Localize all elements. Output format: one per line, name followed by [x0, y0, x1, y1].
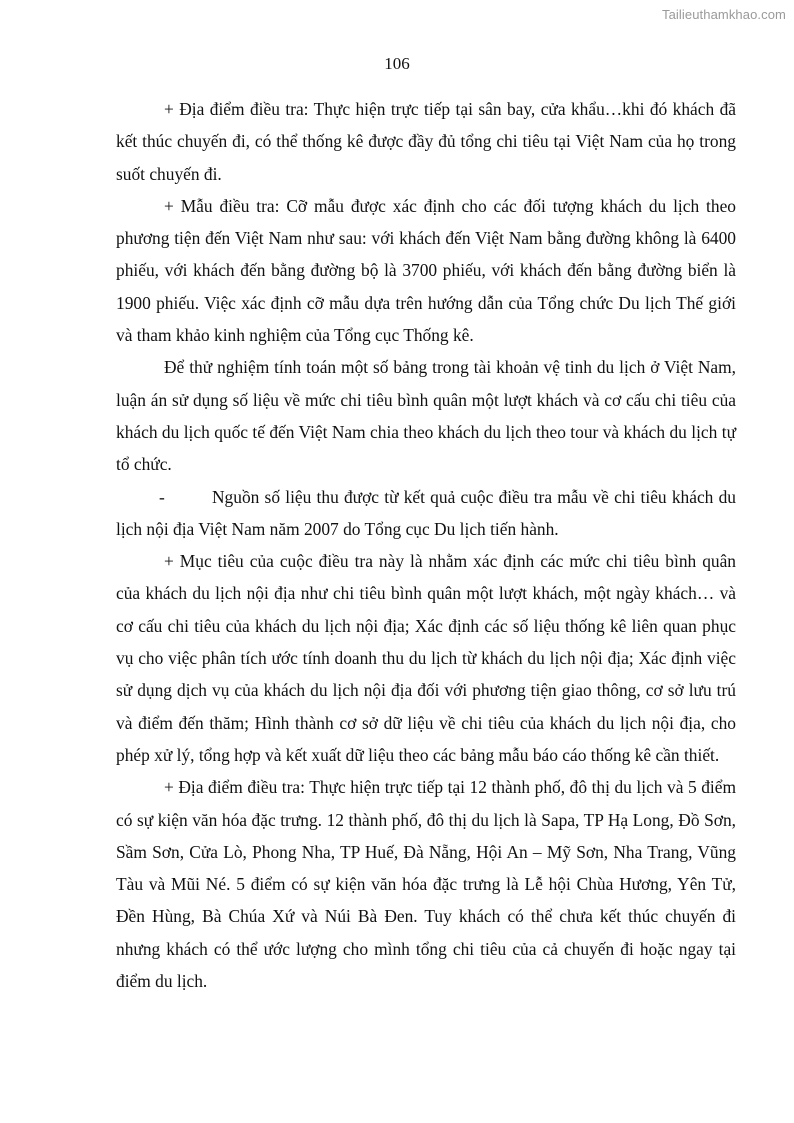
paragraph-survey-location-cities: + Địa điểm điều tra: Thực hiện trực tiếp tại 12 thành phố, đô thị du lịch và 5 điểm có sự kiện văn hóa đặc trưng. 12 thành phố, đô thị du lịch là Sapa, TP Hạ Long, Đồ Sơn, Sầm Sơn, Cửa Lò, Phong Nha, TP Huế, Đà Nẵng, Hội An – Mỹ Sơn, Nha Trang, Vũng Tàu và Mũi Né. 5 điểm có sự kiện văn hóa đặc trưng là Lễ hội Chùa Hương, Yên Tử, Đền Hùng, Bà Chúa Xứ và Núi Bà Đen. Tuy khách có thể chưa kết thúc chuyến đi nhưng khách có thể ước lượng cho mình tổng chi tiêu của cả chuyến đi hoặc ngay tại điểm du lịch.	[116, 777, 736, 992]
page-number: 106	[384, 54, 410, 73]
paragraph-data-source-text: Nguồn số liệu thu được từ kết quả cuộc điều tra mẫu về chi tiêu khách du lịch nội địa Việt Nam năm 2007 do Tổng cục Du lịch tiến hành.	[116, 486, 736, 539]
paragraph-survey-location-airport: + Địa điểm điều tra: Thực hiện trực tiếp tại sân bay, cửa khẩu…khi đó khách đã kết thúc chuyến đi, có thể thống kê được đầy đủ tổng chi tiêu tại Việt Nam của họ trong suốt chuyến đi.	[116, 99, 736, 184]
page-body	[116, 93, 736, 997]
paragraph-trial-calculation: Để thử nghiệm tính toán một số bảng trong tài khoản vệ tinh du lịch ở Việt Nam, luận án sử dụng số liệu về mức chi tiêu bình quân một lượt khách và cơ cấu chi tiêu của khách du lịch quốc tế đến Việt Nam chia theo khách du lịch theo tour và khách du lịch tự tổ chức.	[116, 357, 736, 475]
paragraph-survey-sample: + Mẫu điều tra: Cỡ mẫu được xác định cho các đối tượng khách du lịch theo phương tiện đến Việt Nam như sau: với khách đến Việt Nam bằng đường không là 6400 phiếu, với khách đến bằng đường bộ là 3700 phiếu, với khách đến bằng đường biển là 1900 phiếu. Việc xác định cỡ mẫu dựa trên hướng dẫn của Tổng chức Du lịch Thế giới và tham khảo kinh nghiệm của Tổng cục Thống kê.	[116, 195, 736, 346]
watermark: Tailieuthamkhao.com	[661, 7, 786, 22]
paragraph-survey-objective: + Mục tiêu của cuộc điều tra này là nhằm xác định các mức chi tiêu bình quân của khách du lịch nội địa như chi tiêu bình quân một lượt khách, một ngày khách… và cơ cấu chi tiêu của khách du lịch nội địa; Xác định các số liệu thống kê liên quan phục vụ cho việc phân tích ước tính doanh thu du lịch từ khách du lịch nội địa; Xác định việc sử dụng dịch vụ của khách du lịch nội địa đối với phương tiện giao thông, cơ sở lưu trú và điểm đến thăm; Hình thành cơ sở dữ liệu về chi tiêu của khách du lịch nội địa, cho phép xử lý, tổng hợp và kết xuất dữ liệu theo các bảng mẫu báo cáo thống kê cần thiết.	[116, 551, 736, 765]
dash-bullet: -	[159, 486, 165, 507]
paragraph-data-source	[116, 481, 736, 546]
